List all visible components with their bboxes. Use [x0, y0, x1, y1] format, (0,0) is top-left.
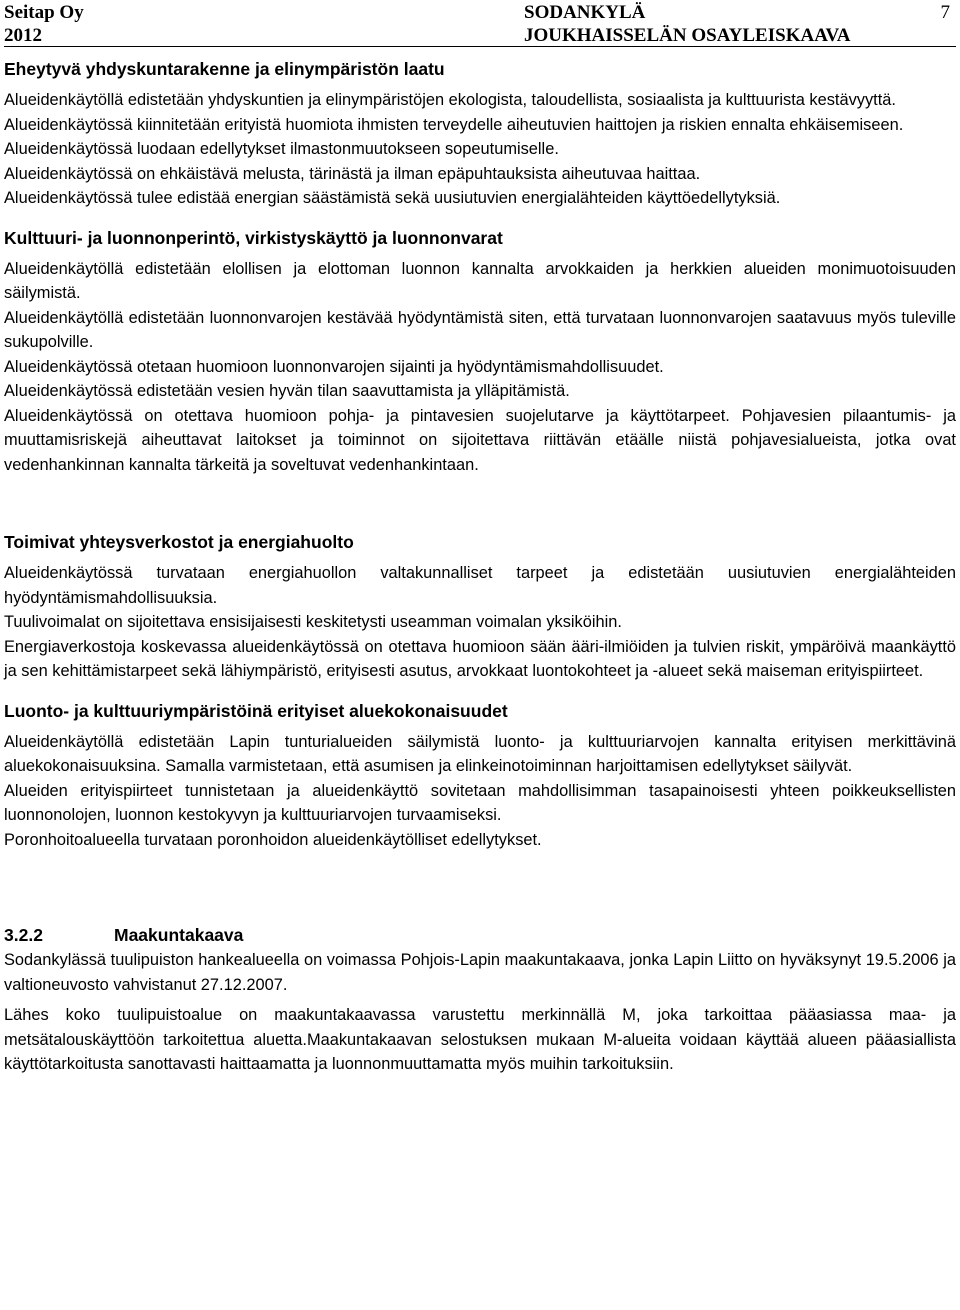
header-year: 2012: [4, 25, 42, 46]
header-plan: JOUKHAISSELÄN OSAYLEISKAAVA: [524, 25, 851, 46]
section-title-kulttuuriperinto: Kulttuuri- ja luonnonperintö, virkistyskäyttö ja luonnonvarat: [4, 227, 503, 248]
section-title-yhteysverkostot: Toimivat yhteysverkostot ja energiahuolto: [4, 532, 354, 552]
header-left: [4, 1, 84, 47]
document-body: [4, 46, 956, 1077]
paragraph: Alueidenkäytöllä edistetään luonnonvarojen kestävää hyödyntämistä siten, että turvataan luonnonvarojen saatavuus myös tuleville sukupolville.: [4, 308, 956, 351]
header-center: [524, 1, 850, 47]
paragraph: Energiaverkostoja koskevassa alueidenkäytössä on otettava huomioon sään ääri-ilmiöiden ja tulvien riskit, ympäröivä maankäyttö ja sen kehittämistarpeet sekä lähiympäristö, erityisesti asutus, arvokkaat luontokohteet ja -alueet sekä maiseman erityispiirteet.: [4, 637, 956, 680]
paragraph: Alueidenkäytöllä edistetään elollisen ja elottoman luonnon kannalta arvokkaiden ja herkkien alueiden monimuotoisuuden säilymistä.: [4, 259, 956, 302]
paragraph: Lähes koko tuulipuistoalue on maakuntakaavassa varustettu merkinnällä M, joka tarkoittaa pääasiassa maa- ja metsätalouskäyttöön tarkoitettua aluetta.Maakuntakaavan selostuksen mukaan M-alueita voidaan käyttää alueen pääasiallista käyttötarkoitusta sanottavasti haittaamatta ja luonnonmuuttamatta myös muihin tarkoituksiin.: [4, 1006, 956, 1073]
paragraph: Sodankylässä tuulipuiston hankealueella on voimassa Pohjois-Lapin maakuntakaava, jonka Lapin Liitto on hyväksynyt 19.5.2006 ja valtioneuvosto vahvistanut 27.12.2007.: [4, 951, 956, 994]
paragraph: Alueidenkäytössä tulee edistää energian säästämistä sekä uusiutuvien energialähteiden käyttöedellytyksiä.: [4, 189, 781, 207]
section-title-yhdyskuntarakenne: Eheytyvä yhdyskuntarakenne ja elinympäristön laatu: [4, 59, 445, 79]
subsection-heading-maakuntakaava: [4, 922, 956, 948]
paragraph: Alueidenkäytöllä edistetään yhdyskuntien ja elinympäristöjen ekologista, taloudellista, sosiaalista ja kulttuurista kestävyyttä.: [4, 91, 896, 109]
subsection-number: 3.2.2: [4, 925, 43, 945]
paragraph: Alueidenkäytössä edistetään vesien hyvän tilan saavuttamista ja ylläpitämistä.: [4, 382, 570, 400]
section-title-aluekokonaisuudet: Luonto- ja kulttuuriympäristöinä erityiset aluekokonaisuudet: [4, 700, 508, 721]
paragraph: Poronhoitoalueella turvataan poronhoidon alueidenkäytölliset edellytykset.: [4, 830, 542, 849]
paragraph: Alueidenkäytöllä edistetään Lapin tunturialueiden säilymistä luonto- ja kulttuuriarvojen kannalta erityisen merkittävinä aluekokonaisuuksina. Samalla varmistetaan, että asumisen ja elinkeinotoiminnan harjoittamisen edellytykset säilyvät.: [4, 732, 956, 775]
header-company: Seitap Oy: [4, 2, 84, 23]
paragraph: Alueidenkäytössä turvataan energiahuollon valtakunnalliset tarpeet ja edistetään uusiutuvien energialähteiden hyödyntämismahdollisuuksia.: [4, 564, 956, 607]
paragraph: Alueidenkäytössä kiinnitetään erityistä huomiota ihmisten terveydelle aiheutuvien haittojen ja riskien ennalta ehkäisemiseen.: [4, 115, 904, 134]
header-municipality: SODANKYLÄ: [524, 2, 646, 23]
page-header: [4, 0, 956, 47]
paragraph: Alueidenkäytössä on ehkäistävä melusta, tärinästä ja ilman epäpuhtauksista aiheutuvaa haittaa.: [4, 164, 701, 183]
subsection-title: Maakuntakaava: [114, 925, 244, 945]
paragraph: Alueidenkäytössä luodaan edellytykset ilmastonmuutokseen sopeutumiselle.: [4, 140, 559, 158]
paragraph: Alueidenkäytössä otetaan huomioon luonnonvarojen sijainti ja hyödyntämismahdollisuudet.: [4, 357, 664, 376]
paragraph: Alueidenkäytössä on otettava huomioon pohja- ja pintavesien suojelutarve ja käyttötarpeet. Pohjavesien pilaantumis- ja muuttamisriskejä aiheuttavat laitokset ja toiminnot on sijoitettava riittävän etäälle niistä pohjavesialueista, jotka ovat vedenhankinnan kannalta tärkeitä ja soveltuvat vedenhankintaan.: [4, 406, 956, 474]
paragraph: Alueiden erityispiirteet tunnistetaan ja alueidenkäyttö sovitetaan mahdollisimman tasapainoisesti yhteen poikkeuksellisten luonnonolojen, luonnon kestokyvyn ja kulttuuriarvojen turvaamiseksi.: [4, 781, 956, 824]
paragraph: Tuulivoimalat on sijoitettava ensisijaisesti keskitetysti useamman voimalan yksiköihin.: [4, 613, 622, 631]
page-number: 7: [940, 2, 950, 23]
